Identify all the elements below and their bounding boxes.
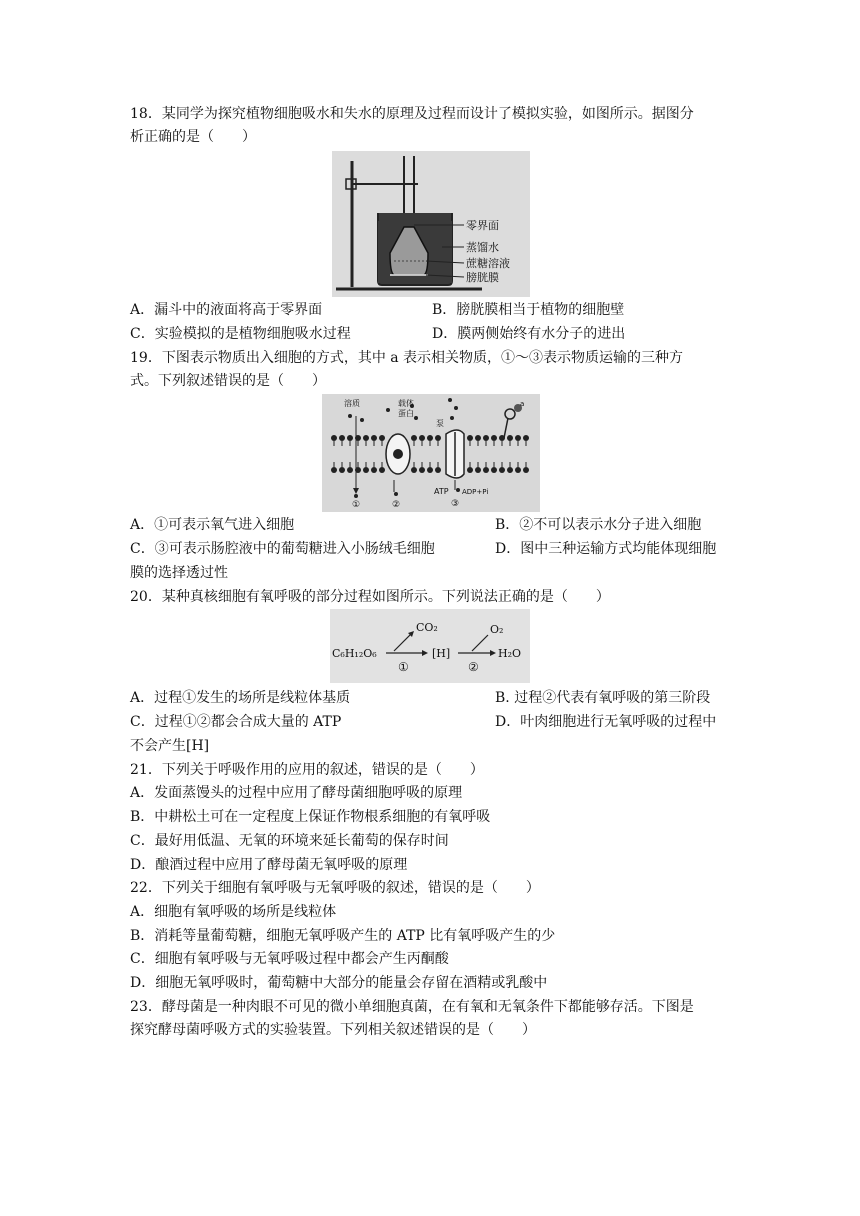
lipid-head [331,435,337,441]
q18-option-c[interactable]: C．实验模拟的是植物细胞吸水过程 [130,326,351,342]
q19-option-d-line2: 膜的选择透过性 [130,565,228,581]
q18-stem-line2: 析正确的是（ ） [130,129,256,145]
q22-stem: 22．下列关于细胞有氧呼吸与无氧呼吸的叙述，错误的是（ ） [130,880,540,896]
lipid-head [419,467,425,473]
lipid-head [507,467,513,473]
lipid-head [435,467,441,473]
label-glucose: C₆H₁₂O₆ [332,647,377,660]
q20-option-b[interactable]: B. 过程②代表有氧呼吸的第三阶段 [495,690,711,706]
q20-option-a[interactable]: A．过程①发生的场所是线粒体基质 [130,690,351,706]
q22-option-d[interactable]: D．细胞无氧呼吸时，葡萄糖中大部分的能量会存留在酒精或乳酸中 [130,975,548,991]
lipid-head [491,435,497,441]
label-adp: ADP+Pi [462,488,489,496]
lipid-head [427,435,433,441]
q21-option-c[interactable]: C．最好用低温、无氧的环境来延长葡萄的保存时间 [130,833,449,849]
q22-option-b[interactable]: B．消耗等量葡萄糖，细胞无氧呼吸产生的 ATP 比有氧呼吸产生的少 [130,928,556,944]
q19-stem-line1: 19．下图表示物质出入细胞的方式，其中 a 表示相关物质，①～③表示物质运输的三种方 [130,350,684,366]
q18-osmosis-figure [332,151,530,297]
label-carrier-2: 蛋白 [398,409,414,418]
label-co2: CO₂ [416,621,438,634]
lipid-head [515,435,521,441]
lipid-head [435,435,441,441]
q21-option-d[interactable]: D．酿酒过程中应用了酵母菌无氧呼吸的原理 [130,857,408,873]
q18-option-a[interactable]: A．漏斗中的液面将高于零界面 [130,302,323,318]
lipid-head [523,467,529,473]
label-o2: O₂ [490,623,504,636]
q20-option-d-line2: 不会产生[H] [130,738,210,754]
label-h: [H] [432,647,451,660]
lipid-head [339,467,345,473]
lipid-head [411,435,417,441]
lipid-head [515,467,521,473]
lipid-head [427,467,433,473]
q18-option-b[interactable]: B．膀胱膜相当于植物的细胞壁 [432,302,625,318]
q19-option-d-line1[interactable]: D．图中三种运输方式均能体现细胞 [495,541,717,557]
q21-option-a[interactable]: A．发面蒸馒头的过程中应用了酵母菌细胞呼吸的原理 [130,785,463,801]
lipid-head [419,435,425,441]
lipid-head [523,435,529,441]
label-atp: ATP [434,487,449,496]
svg-text:a: a [520,400,525,408]
q20-option-d-line1[interactable]: D．叶肉细胞进行无氧呼吸的过程中 [495,714,717,730]
label-carrier-1: 载体 [398,399,414,408]
q22-option-c[interactable]: C．细胞有氧呼吸与无氧呼吸过程中都会产生丙酮酸 [130,951,449,967]
q21-option-b[interactable]: B．中耕松土可在一定程度上保证作物根系细胞的有氧呼吸 [130,809,491,825]
label-n2: ② [392,500,401,510]
lipid-head [483,435,489,441]
lipid-head [411,467,417,473]
lipid-head [475,435,481,441]
q19-option-b[interactable]: B．②不可以表示水分子进入细胞 [495,517,702,533]
q18-option-d[interactable]: D．膜两侧始终有水分子的进出 [432,326,626,342]
lipid-head [371,467,377,473]
lipid-head [347,435,353,441]
q19-option-a[interactable]: A．①可表示氧气进入细胞 [130,517,295,533]
q23-stem-line1: 23．酵母菌是一种肉眼不可见的微小单细胞真菌，在有氧和无氧条件下都能够存活。下图是 [130,999,694,1015]
label-h2o: H₂O [498,647,522,660]
lipid-head [379,435,385,441]
label-distilled-water: 蒸馏水 [466,241,499,254]
lipid-head [507,435,513,441]
label-step-2: ② [468,660,479,674]
lipid-head [499,467,505,473]
q19-stem-line2: 式。下列叙述错误的是（ ） [130,373,326,389]
q20-option-c[interactable]: C．过程①②都会合成大量的 ATP [130,714,342,730]
lipid-head [475,467,481,473]
q20-respiration-figure [330,609,530,683]
q19-transport-figure [322,394,540,512]
q20-stem: 20．某种真核细胞有氧呼吸的部分过程如图所示。下列说法正确的是（ ） [130,589,610,605]
label-n1: ① [352,500,361,510]
label-bladder-membrane: 膀胱膜 [466,271,499,284]
label-n3: ③ [451,499,460,509]
label-zero-interface: 零界面 [466,219,499,232]
label-step-1: ① [398,660,409,674]
lipid-head [483,467,489,473]
label-sucrose-solution: 蔗糖溶液 [466,257,510,270]
lipid-head [491,467,497,473]
q21-stem: 21．下列关于呼吸作用的应用的叙述，错误的是（ ） [130,762,484,778]
lipid-head [347,467,353,473]
lipid-head [363,467,369,473]
label-solute: 溶质 [344,399,360,408]
q23-stem-line2: 探究酵母菌呼吸方式的实验装置。下列相关叙述错误的是（ ） [130,1022,536,1038]
q18-stem-line1: 18．某同学为探究植物细胞吸水和失水的原理及过程而设计了模拟实验，如图所示。据图分 [130,106,694,122]
lipid-head [467,435,473,441]
lipid-head [339,435,345,441]
lipid-head [467,467,473,473]
label-pump: 泵 [436,419,444,428]
q22-option-a[interactable]: A．细胞有氧呼吸的场所是线粒体 [130,904,337,920]
lipid-head [379,467,385,473]
lipid-head [331,467,337,473]
lipid-head [363,435,369,441]
q19-option-c[interactable]: C．③可表示肠腔液中的葡萄糖进入小肠绒毛细胞 [130,541,435,557]
lipid-head [371,435,377,441]
